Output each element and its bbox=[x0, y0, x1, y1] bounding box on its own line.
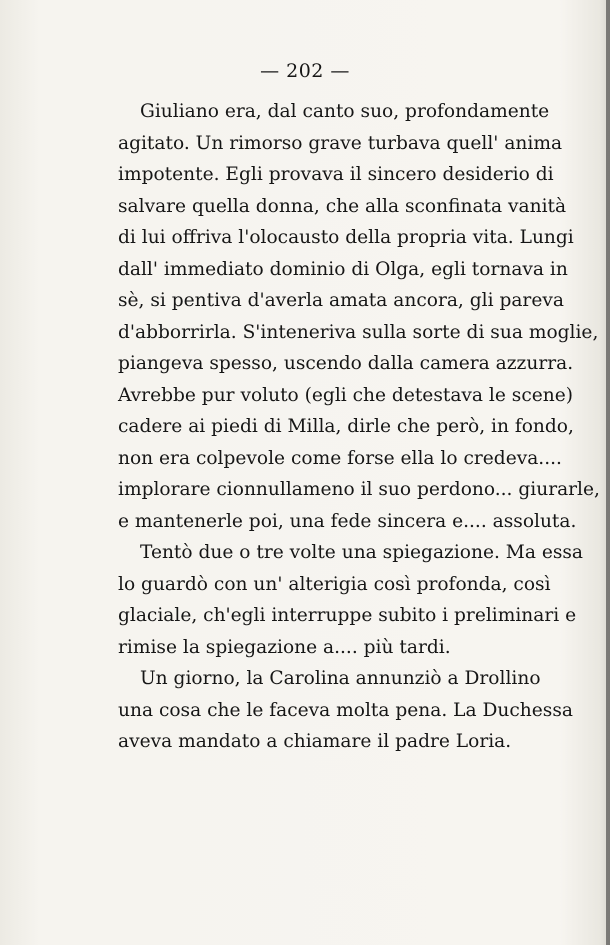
text-line: di lui offriva l'olocausto della propria vita. Lungi bbox=[118, 227, 574, 248]
text-line: Un giorno, la Carolina annunziò a Drollino bbox=[140, 668, 541, 689]
page-number: — 202 — bbox=[260, 60, 350, 82]
text-line: aveva mandato a chiamare il padre Loria. bbox=[118, 731, 512, 752]
text-line: dall' immediato dominio di Olga, egli tornava in bbox=[118, 258, 568, 280]
text-line: salvare quella donna, che alla sconfinata vanità bbox=[118, 195, 567, 217]
text-line: agitato. Un rimorso grave turbava quell' anima bbox=[118, 132, 563, 154]
text-line: una cosa che le faceva molta pena. La Duchessa bbox=[118, 699, 573, 721]
body-text bbox=[118, 96, 600, 758]
text-line: Avrebbe pur voluto (egli che detestava le scene) bbox=[118, 384, 573, 406]
text-line: impotente. Egli provava il sincero desiderio di bbox=[118, 164, 554, 185]
text-line: glaciale, ch'egli interruppe subito i preliminari e bbox=[118, 605, 577, 626]
text-line: sè, si pentiva d'averla amata ancora, gli pareva bbox=[118, 290, 564, 311]
text-line: lo guardò con un' alterigia così profonda, così bbox=[118, 573, 551, 595]
page-edge-shadow bbox=[606, 0, 610, 945]
text-line: cadere ai piedi di Milla, dirle che però, in fondo, bbox=[118, 416, 574, 437]
text-line: Tentò due o tre volte una spiegazione. Ma essa bbox=[140, 542, 583, 563]
text-line: non era colpevole come forse ella lo credeva.... bbox=[118, 447, 562, 469]
text-line: implorare cionnullameno il suo perdono... giurarle, bbox=[118, 479, 600, 500]
text-line: piangeva spesso, uscendo dalla camera azzurra. bbox=[118, 353, 574, 374]
text-line: d'abborrirla. S'inteneriva sulla sorte di sua moglie, bbox=[118, 321, 599, 343]
text-line: e mantenerle poi, una fede sincera e.... assoluta. bbox=[118, 510, 577, 532]
text-line: rimise la spiegazione a.... più tardi. bbox=[118, 636, 451, 658]
text-line: Giuliano era, dal canto suo, profondamente bbox=[140, 101, 550, 122]
